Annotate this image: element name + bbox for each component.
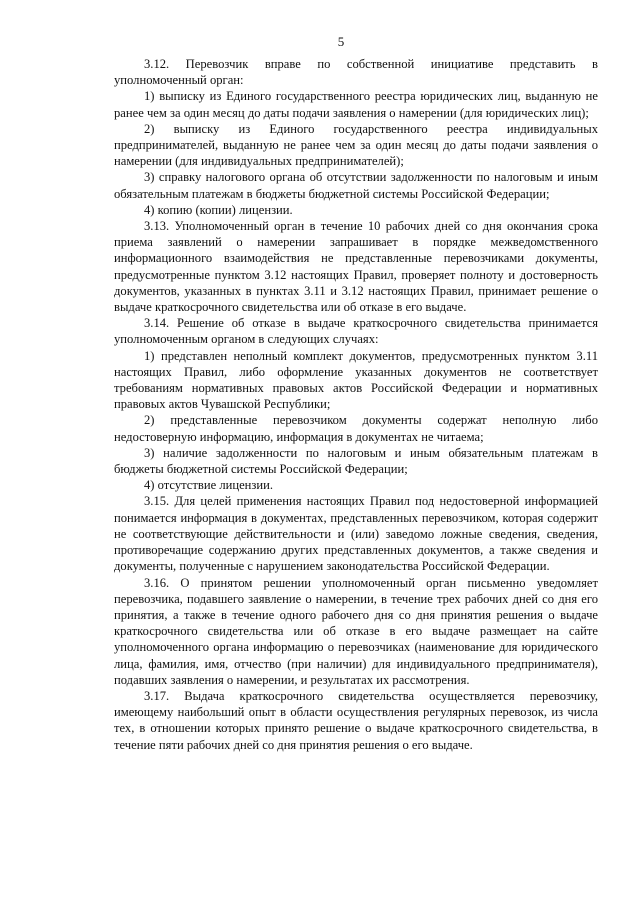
page-number: 5 xyxy=(337,34,345,49)
paragraph-3-13: 3.13. Уполномоченный орган в течение 10 рабочих дней со дня окончания срока приема заявлений о намерении запрашивает в порядке межведомственного информационного взаимодействия не представленные перевозчиками документы, предусмотренные пунктом 3.12 настоящих Правил, проверяет полноту и достоверность документов, указанных в пунктах 3.11 и 3.12 настоящих Правил, принимает решение о выдаче краткосрочного свидетельства или об отказе в его выдаче. xyxy=(114,219,598,315)
paragraph-3-17: 3.17. Выдача краткосрочного свидетельства осуществляется перевозчику, имеющему наибольший опыт в области осуществления регулярных перевозок, из числа тех, в отношении которых принято решение о выдаче краткосрочного свидетельства, в течение пяти рабочих дней со дня принятия решения о его выдаче. xyxy=(114,688,598,752)
paragraph-3-14-item-4: 4) отсутствие лицензии. xyxy=(144,478,274,493)
paragraph-3-14-item-3: 3) наличие задолженности по налоговым и иным обязательным платежам в бюджеты бюджетной системы Российской Федерации; xyxy=(114,445,598,477)
paragraph-3-12-item-1: 1) выписку из Единого государственного реестра юридических лиц, выданную не ранее чем за один месяц до даты подачи заявления о намерении (для юридических лиц); xyxy=(114,89,598,120)
paragraph-3-14: 3.14. Решение об отказе в выдаче краткосрочного свидетельства принимается уполномоченным органом в следующих случаях: xyxy=(114,316,598,347)
paragraph-3-15: 3.15. Для целей применения настоящих Правил под недостоверной информацией понимается информация в документах, представленных перевозчиком, которая содержит не соответствующие действительности и (или) заведомо ложные сведения, сведения, противоречащие содержанию других представленных документов, а также сведения и документы, полученные с нарушением законодательства Российской Федерации. xyxy=(114,494,598,574)
paragraph-3-14-item-1: 1) представлен неполный комплект документов, предусмотренных пунктом 3.11 настоящих Правил, либо оформление указанных документов не соответствует требованиям нормативных правовых актов Российской Федерации и нормативных правовых актов Чувашской Республики; xyxy=(114,348,598,412)
paragraph-3-12-item-2: 2) выписку из Единого государственного реестра индивидуальных предпринимателей, выданную не ранее чем за один месяц до даты подачи заявления о намерении (для индивидуальных предпринимателей); xyxy=(114,121,598,169)
paragraph-3-16: 3.16. О принятом решении уполномоченный орган письменно уведомляет перевозчика, подавшего заявление о намерении, в течение трех рабочих дней со дня его принятия, а также в течение одного рабочего дня со дня принятия решения о выдаче краткосрочного свидетельства или об отказе в его выдаче размещает на сайте уполномоченного органа информацию о перевозчиках (наименование для юридического лица, фамилия, имя, отчество (при наличии) для индивидуального предпринимателя), подавших заявления о намерении, и результатах их рассмотрения. xyxy=(114,575,598,687)
paragraph-3-12: 3.12. Перевозчик вправе по собственной инициативе представить в уполномоченный орган: xyxy=(114,57,598,88)
paragraph-3-12-item-4: 4) копию (копии) лицензии. xyxy=(144,202,293,217)
paragraph-3-12-item-3: 3) справку налогового органа об отсутствии задолженности по налоговым и иным обязательным платежам в бюджеты бюджетной системы Российской Федерации; xyxy=(114,170,598,201)
paragraph-3-14-item-2: 2) представленные перевозчиком документы содержат неполную либо недостоверную информацию, информация в документах не читаема; xyxy=(114,413,598,444)
